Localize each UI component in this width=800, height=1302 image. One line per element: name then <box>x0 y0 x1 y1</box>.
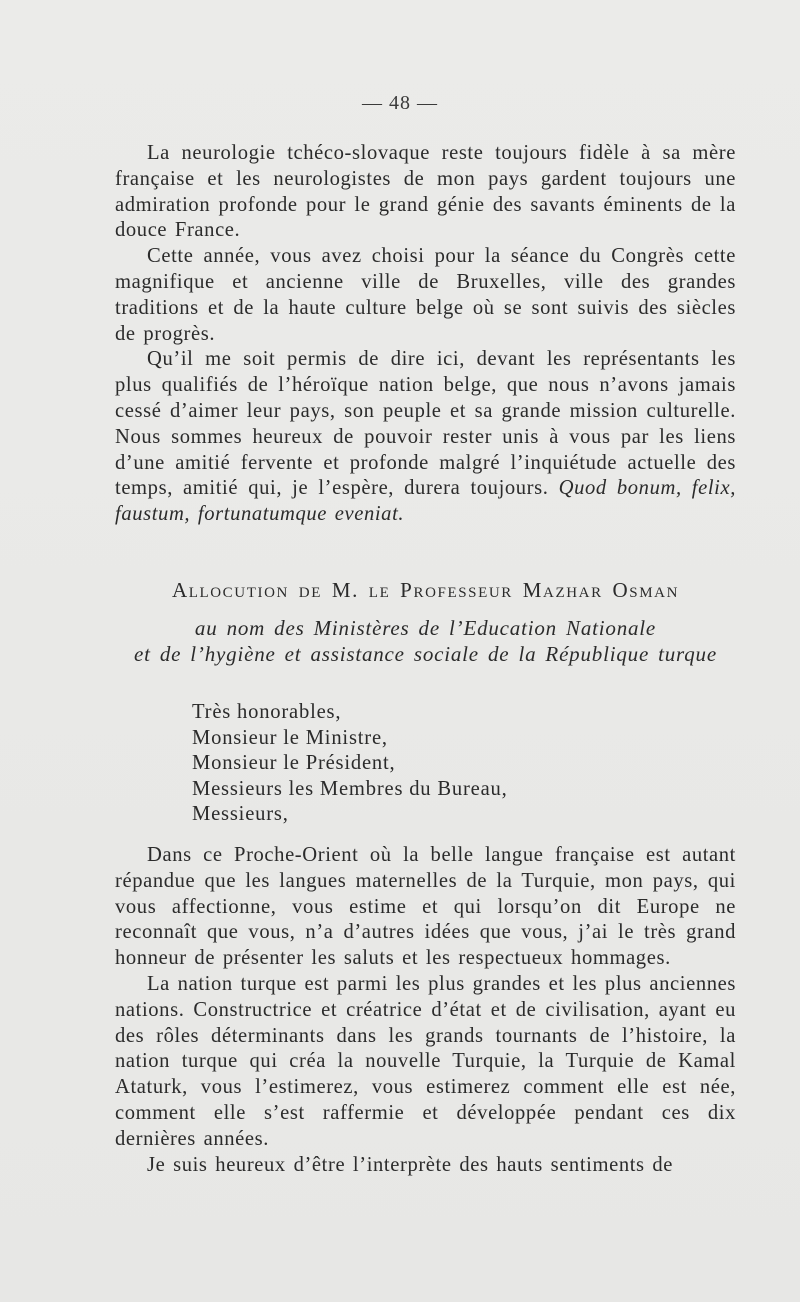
allocution-title: Allocution de M. le Professeur Mazhar Osman <box>171 578 680 602</box>
page-number: — 48 — <box>362 92 438 114</box>
salutation-line: Monsieur le Ministre, <box>192 726 388 749</box>
allocution-subtitle-line-2: et de l’hygiène et assistance sociale de la République turque <box>134 642 717 666</box>
salutation-line: Messieurs les Membres du Bureau, <box>192 777 508 800</box>
allocution-subtitle-line-1: au nom des Ministères de l’Education Nationale <box>194 616 657 640</box>
salutation-line: Messieurs, <box>192 803 289 826</box>
paragraph: La neurologie tchéco-slovaque reste toujours fidèle à sa mère française et les neurologistes de mon pays gardent toujours une admiration profonde pour le grand génie des savants éminents de la douce France. <box>115 142 736 242</box>
paragraph-text: Qu’il me soit permis de dire ici, devant les représentants les plus qualifiés de l’héroïque nation belge, que nous n’avons jamais cessé d’aimer leur pays, son peuple et sa grande mission culturelle. Nous sommes heureux de pouvoir rester unis à vous par les liens d’une amitié fervente et profonde malgré l’inquiétude actuelle des temps, amitié qui, je l’espère, durera toujours. <box>115 348 736 500</box>
paragraph: La nation turque est parmi les plus grandes et les plus anciennes nations. Constructrice et créatrice d’état et de civilisation, ayant eu des rôles déterminants dans les grands tournants de l’histoire, la nation turque qui créa la nouvelle Turquie, la Turquie de Kamal Ataturk, vous l’estimerez, vous estimerez comment elle est née, comment elle s’est raffermie et développée pendant ces dix dernières années. <box>115 972 736 1150</box>
latin-phrase: Quod bonum, felix, faustum, fortunatumque eveniat. <box>115 477 736 526</box>
salutation-line: Monsieur le Président, <box>192 752 396 775</box>
section-2-text <box>115 843 736 1178</box>
paragraph: Je suis heureux d’être l’interprète des hauts sentiments de <box>147 1153 674 1176</box>
section-1-text <box>115 141 736 528</box>
salutations-list <box>192 700 508 828</box>
paragraph <box>115 347 736 528</box>
salutation-line: Très honorables, <box>192 701 342 723</box>
paragraph: Dans ce Proche-Orient où la belle langue française est autant répandue que les langues maternelles de la Turquie, mon pays, qui vous affectionne, vous estime et qui lorsqu’on dit Europe ne reconnaît que vous, n’a d’autres idées que vous, j’ai le très grand honneur de présenter les saluts et les respectueux hommages. <box>115 844 736 970</box>
paragraph: Cette année, vous avez choisi pour la séance du Congrès cette magnifique et ancienne ville de Bruxelles, ville des grandes traditions et de la haute culture belge où se sont suivis des siècles de progrès. <box>115 245 736 345</box>
